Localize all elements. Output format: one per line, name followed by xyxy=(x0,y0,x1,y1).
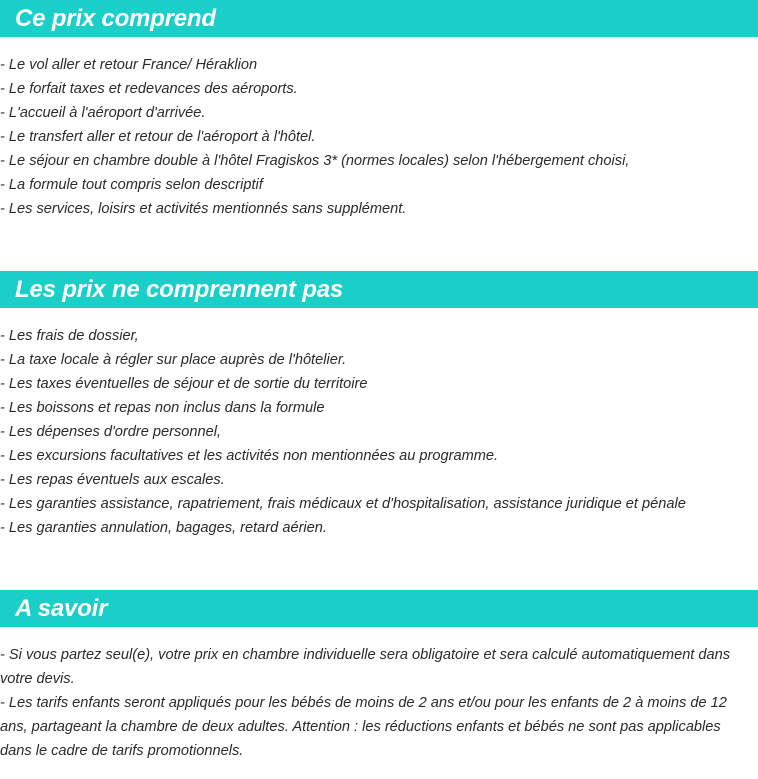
list-item: - Les taxes éventuelles de séjour et de sortie du territoire xyxy=(0,376,368,392)
excluded-list xyxy=(0,324,758,540)
list-item: - La taxe locale à régler sur place auprès de l'hôtelier. xyxy=(0,352,347,368)
included-list xyxy=(0,53,758,221)
list-item: - Les garanties annulation, bagages, retard aérien. xyxy=(0,520,327,536)
list-item: - Les boissons et repas non inclus dans la formule xyxy=(0,400,325,416)
section-price-includes xyxy=(0,0,758,221)
list-item: - Les frais de dossier, xyxy=(0,328,139,344)
section-price-excludes xyxy=(0,271,758,540)
section-good-to-know xyxy=(0,590,758,763)
list-item: - Les excursions facultatives et les activités non mentionnées au programme. xyxy=(0,448,499,464)
info-paragraph: - Les tarifs enfants seront appliqués pour les bébés de moins de 2 ans et/ou pour les enfants de 2 à moins de 12 ans, partageant la chambre de deux adultes. Attention : les réductions enfants et bébés ne sont pas applicables dans le cadre de tarifs promotionnels. xyxy=(0,695,727,759)
section-header xyxy=(0,271,758,308)
list-item: - Le transfert aller et retour de l'aéroport à l'hôtel. xyxy=(0,129,316,145)
list-item: - L'accueil à l'aéroport d'arrivée. xyxy=(0,105,206,121)
list-item: - Les garanties assistance, rapatriement, frais médicaux et d'hospitalisation, assistance juridique et pénale xyxy=(0,496,686,512)
list-item: - Les services, loisirs et activités mentionnés sans supplément. xyxy=(0,201,407,217)
section-title: Les prix ne comprennent pas xyxy=(15,276,344,303)
section-header xyxy=(0,590,758,627)
section-title: Ce prix comprend xyxy=(15,5,216,32)
info-paragraph: - Si vous partez seul(e), votre prix en chambre individuelle sera obligatoire et sera calculé automatiquement dans votre devis. xyxy=(0,647,731,687)
list-item: - Le vol aller et retour France/ Héraklion xyxy=(0,57,258,73)
list-item: - Les dépenses d'ordre personnel, xyxy=(0,424,222,440)
list-item: - La formule tout compris selon descriptif xyxy=(0,177,263,193)
list-item: - Le séjour en chambre double à l'hôtel Fragiskos 3* (normes locales) selon l'hébergement choisi, xyxy=(0,153,630,169)
section-body xyxy=(0,643,758,763)
section-header xyxy=(0,0,758,37)
section-title: A savoir xyxy=(15,595,108,622)
list-item: - Le forfait taxes et redevances des aéroports. xyxy=(0,81,298,97)
list-item: - Les repas éventuels aux escales. xyxy=(0,472,225,488)
